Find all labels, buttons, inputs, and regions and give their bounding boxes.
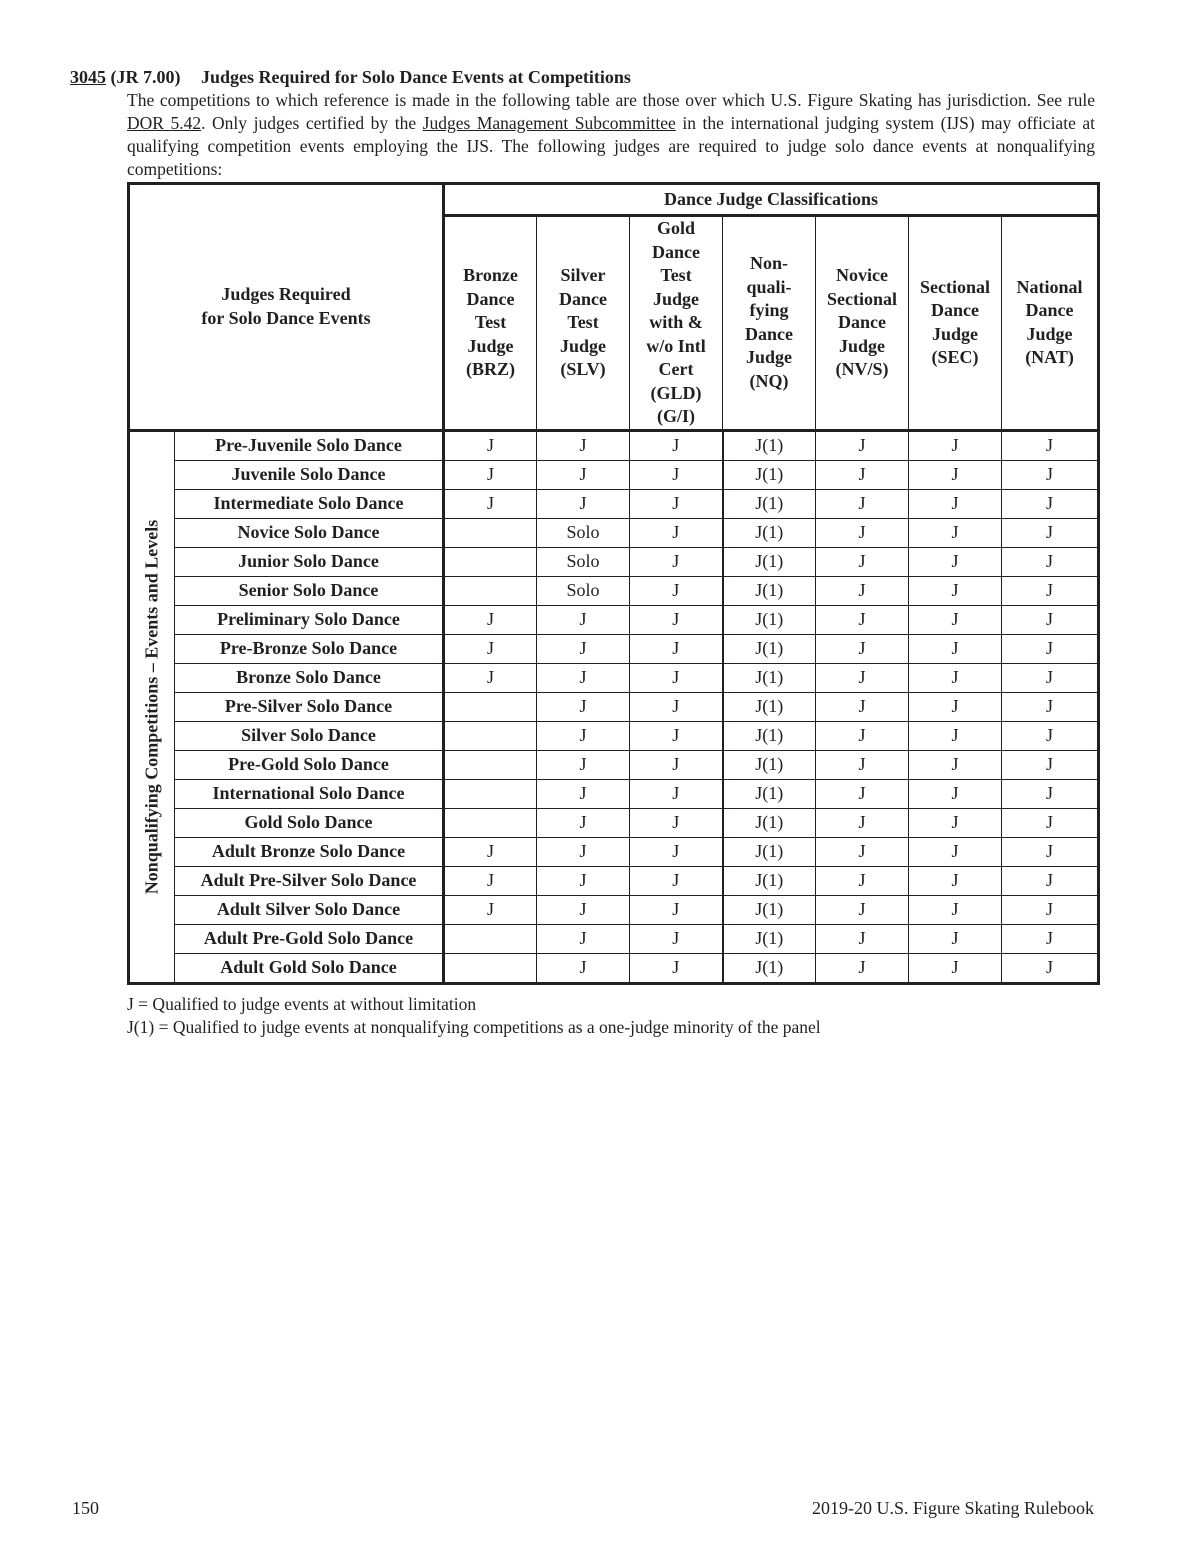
judge-cell: Solo	[537, 576, 630, 605]
table-row	[129, 924, 1099, 953]
column-header-line: Novice	[836, 265, 888, 285]
judge-cell	[444, 953, 537, 983]
judge-cell: J	[1002, 489, 1099, 518]
judge-cell: J(1)	[723, 750, 816, 779]
judge-cell: J	[816, 605, 909, 634]
column-header-line: Silver	[560, 265, 606, 285]
column-header-line: (NAT)	[1025, 347, 1074, 368]
column-header	[909, 216, 1002, 431]
judge-cell: J(1)	[723, 924, 816, 953]
event-name: Gold Solo Dance	[175, 808, 444, 837]
judge-cell: J	[1002, 750, 1099, 779]
judge-cell: J	[444, 866, 537, 895]
judge-cell: J	[816, 576, 909, 605]
book-title: 2019-20 U.S. Figure Skating Rulebook	[812, 1498, 1094, 1518]
table-row	[129, 663, 1099, 692]
event-name: Adult Pre-Gold Solo Dance	[175, 924, 444, 953]
judge-cell: J	[630, 837, 723, 866]
column-header-line: with &	[649, 312, 703, 332]
judge-cell: J	[630, 750, 723, 779]
column-header-line: Judge	[560, 335, 607, 356]
column-header-line: Test	[474, 312, 507, 332]
judge-cell: J	[630, 895, 723, 924]
judge-cell: J	[816, 547, 909, 576]
judge-cell: J	[816, 808, 909, 837]
column-header	[444, 216, 537, 431]
judge-cell: J	[909, 837, 1002, 866]
judge-cell: J	[537, 460, 630, 489]
judge-cell: J	[1002, 518, 1099, 547]
judge-cell: J(1)	[723, 692, 816, 721]
judge-cell: J	[909, 663, 1002, 692]
judge-cell: J	[444, 489, 537, 518]
judge-cell: J	[537, 430, 630, 460]
judge-cell: J(1)	[723, 808, 816, 837]
judge-cell: J	[537, 634, 630, 663]
side-label: Nonqualifying Competitions – Events and Levels	[141, 519, 162, 894]
judge-cell	[444, 547, 537, 576]
column-header-line: National	[1016, 276, 1083, 297]
event-name: Pre-Juvenile Solo Dance	[175, 430, 444, 460]
column-header-line: Test	[660, 265, 692, 285]
column-header-line: Dance	[466, 288, 515, 309]
event-name: Adult Pre-Silver Solo Dance	[175, 866, 444, 895]
column-header-line: Judge	[653, 288, 700, 309]
intro-paragraph	[127, 89, 1095, 181]
judge-cell: J	[1002, 866, 1099, 895]
judge-cell: J	[909, 489, 1002, 518]
judge-cell: J	[1002, 837, 1099, 866]
column-header-line: Cert	[658, 359, 694, 379]
judge-cell: J	[816, 430, 909, 460]
judge-cell: J	[630, 779, 723, 808]
column-header-line: Judge	[839, 335, 886, 356]
column-header-line: w/o Intl	[646, 335, 706, 356]
judge-cell: J	[537, 750, 630, 779]
rule-ref: (JR 7.00)	[110, 67, 181, 87]
judge-cell: Solo	[537, 547, 630, 576]
judge-cell: J(1)	[723, 547, 816, 576]
event-name: Preliminary Solo Dance	[175, 605, 444, 634]
table-row	[129, 895, 1099, 924]
legend-line: J = Qualified to judge events at without limitation	[127, 994, 477, 1014]
judge-cell: J	[1002, 808, 1099, 837]
event-name: Silver Solo Dance	[175, 721, 444, 750]
rule-number-link[interactable]: 3045	[70, 67, 106, 87]
table-body	[129, 430, 1099, 983]
judge-cell: J	[444, 634, 537, 663]
judge-cell: J	[444, 663, 537, 692]
judge-cell: J	[630, 634, 723, 663]
judge-cell: J	[630, 663, 723, 692]
table-row	[129, 547, 1099, 576]
judge-cell: J(1)	[723, 460, 816, 489]
corner-header	[129, 184, 444, 431]
judge-cell: J	[630, 460, 723, 489]
table-row	[129, 489, 1099, 518]
column-header-line: Sectional	[827, 288, 898, 309]
judge-cell	[444, 924, 537, 953]
judge-cell: J	[1002, 721, 1099, 750]
judge-cell: J	[537, 808, 630, 837]
judge-cell: J	[1002, 605, 1099, 634]
judge-cell: J	[537, 692, 630, 721]
column-header-line: Dance	[1025, 300, 1074, 321]
table-row	[129, 576, 1099, 605]
column-header-line: Judge	[467, 335, 514, 356]
judge-cell: J(1)	[723, 518, 816, 547]
judge-cell: J	[909, 953, 1002, 983]
judge-cell: J	[909, 634, 1002, 663]
judge-cell: J	[816, 750, 909, 779]
judge-cell: J	[909, 605, 1002, 634]
judge-cell: J	[909, 692, 1002, 721]
legend-line: J(1) = Qualified to judge events at nonqualifying competitions as a one-judge minority of the panel	[127, 1016, 821, 1037]
judge-cell: J	[537, 663, 630, 692]
judge-cell: J	[816, 518, 909, 547]
event-name: Adult Silver Solo Dance	[175, 895, 444, 924]
judge-cell: J(1)	[723, 779, 816, 808]
judge-cell: J(1)	[723, 837, 816, 866]
judge-cell: J(1)	[723, 489, 816, 518]
judge-cell: J	[1002, 924, 1099, 953]
judge-cell: J	[1002, 895, 1099, 924]
judge-cell: J	[816, 460, 909, 489]
judge-cell: J	[537, 895, 630, 924]
column-header-line: Bronze	[463, 265, 518, 285]
judge-cell: J	[816, 779, 909, 808]
intro-text: The competitions to which reference is made in the following table are those over which U.S. Figure Skating has jurisdiction. See rule	[127, 90, 1095, 110]
column-header-line: (NV/S)	[835, 359, 889, 379]
judge-cell	[444, 576, 537, 605]
judge-cell: J	[444, 837, 537, 866]
judge-cell: J	[1002, 779, 1099, 808]
table-row	[129, 518, 1099, 547]
corner-header-line: Judges Required	[221, 284, 351, 305]
column-header-line: Judge	[1026, 323, 1073, 344]
column-header	[723, 216, 816, 431]
table-row	[129, 866, 1099, 895]
column-header	[537, 216, 630, 431]
column-header-line: (G/I)	[657, 406, 696, 426]
intro-text: . Only judges certified by the	[201, 113, 423, 133]
column-header-line: (NQ)	[749, 370, 789, 391]
judge-cell: J(1)	[723, 663, 816, 692]
corner-header-line: for Solo Dance Events	[201, 307, 371, 328]
judge-cell: J	[630, 518, 723, 547]
judge-cell: J(1)	[723, 430, 816, 460]
judge-cell: J(1)	[723, 576, 816, 605]
judge-cell: J	[816, 866, 909, 895]
judge-cell: J	[909, 547, 1002, 576]
table-row	[129, 692, 1099, 721]
judge-cell	[444, 721, 537, 750]
table-row	[129, 837, 1099, 866]
column-header-line: (SLV)	[560, 359, 606, 379]
event-name: Bronze Solo Dance	[175, 663, 444, 692]
event-name: Pre-Bronze Solo Dance	[175, 634, 444, 663]
judge-cell: J	[1002, 460, 1099, 489]
judge-cell: J	[816, 634, 909, 663]
rule-title: Judges Required for Solo Dance Events at Competitions	[201, 67, 631, 87]
judge-cell: J	[444, 605, 537, 634]
event-name: Pre-Gold Solo Dance	[175, 750, 444, 779]
judge-cell	[444, 692, 537, 721]
judge-cell: J	[537, 837, 630, 866]
judges-required-table	[127, 182, 1100, 985]
judge-cell: J	[1002, 576, 1099, 605]
judge-cell	[444, 750, 537, 779]
table-row	[129, 460, 1099, 489]
judge-cell: J	[909, 866, 1002, 895]
judge-cell	[444, 808, 537, 837]
table-row	[129, 721, 1099, 750]
table-row	[129, 779, 1099, 808]
column-header-line: Judge	[746, 347, 793, 368]
judge-cell: J	[816, 692, 909, 721]
judge-cell	[444, 779, 537, 808]
column-header-line: Dance	[745, 323, 794, 344]
judge-cell: J	[909, 895, 1002, 924]
judge-cell	[444, 518, 537, 547]
judge-cell: J	[909, 721, 1002, 750]
judge-cell: J	[909, 430, 1002, 460]
column-header-line: (GLD)	[650, 382, 702, 403]
judge-cell: J	[816, 953, 909, 983]
judge-cell: J	[630, 489, 723, 518]
group-header: Dance Judge Classifications	[444, 184, 1099, 216]
judge-cell: J(1)	[723, 634, 816, 663]
column-header-line: Dance	[559, 288, 608, 309]
event-name: Junior Solo Dance	[175, 547, 444, 576]
judge-cell: J	[630, 953, 723, 983]
column-header-line: Dance	[931, 300, 980, 321]
intro-text: in the international judging system (IJS) may officiate at qualifying competition events employing the IJS. The following judges are required to judge solo dance events at nonqualifying competitions:	[127, 113, 1096, 179]
column-header	[816, 216, 909, 431]
table-row	[129, 750, 1099, 779]
side-label-cell	[129, 430, 175, 983]
rule-heading	[70, 66, 1100, 88]
judge-cell: J(1)	[723, 953, 816, 983]
judge-cell: J	[909, 750, 1002, 779]
judge-cell: J	[1002, 634, 1099, 663]
dor-5-42-link[interactable]: DOR 5.42	[127, 113, 202, 133]
event-name: Pre-Silver Solo Dance	[175, 692, 444, 721]
judges-management-subcommittee-link[interactable]: Judges Management Subcommittee	[422, 113, 676, 133]
judge-cell: J	[630, 924, 723, 953]
column-header-line: (BRZ)	[466, 359, 516, 379]
judge-cell: J	[909, 779, 1002, 808]
judge-cell: J	[909, 924, 1002, 953]
column-header	[1002, 216, 1099, 431]
event-name: Adult Bronze Solo Dance	[175, 837, 444, 866]
judge-cell: J	[816, 895, 909, 924]
judge-cell: J	[537, 953, 630, 983]
judge-cell: J	[909, 518, 1002, 547]
column-header-line: Non-	[750, 253, 789, 274]
judge-cell: J	[816, 924, 909, 953]
judge-cell: J	[816, 837, 909, 866]
judge-cell: J	[1002, 663, 1099, 692]
column-header-line: Dance	[652, 241, 701, 262]
judge-cell: J	[630, 547, 723, 576]
legend	[127, 993, 1095, 1038]
table-row	[129, 808, 1099, 837]
event-name: Intermediate Solo Dance	[175, 489, 444, 518]
judge-cell: J	[537, 924, 630, 953]
judge-cell: J	[537, 489, 630, 518]
judge-cell: J	[537, 779, 630, 808]
judge-cell: J(1)	[723, 866, 816, 895]
judge-cell: J	[1002, 953, 1099, 983]
judge-cell: J	[444, 895, 537, 924]
judge-cell: J	[630, 605, 723, 634]
column-header-line: fying	[749, 300, 789, 321]
table-row	[129, 430, 1099, 460]
column-header-line: (SEC)	[931, 347, 979, 368]
judge-cell: J	[630, 721, 723, 750]
column-header-line: quali-	[746, 276, 792, 297]
column-header-line: Sectional	[920, 276, 991, 297]
judge-cell: J	[630, 576, 723, 605]
column-header-line: Test	[567, 312, 599, 332]
judge-cell: J	[909, 460, 1002, 489]
judge-cell: J(1)	[723, 895, 816, 924]
judge-cell: J	[816, 721, 909, 750]
table-row	[129, 634, 1099, 663]
judge-cell: J	[816, 663, 909, 692]
judge-cell: J	[909, 576, 1002, 605]
judge-cell: J	[630, 692, 723, 721]
judge-cell: J	[1002, 547, 1099, 576]
judge-cell: J	[444, 460, 537, 489]
judge-cell: J	[816, 489, 909, 518]
judge-cell: Solo	[537, 518, 630, 547]
judge-cell: J	[444, 430, 537, 460]
event-name: Novice Solo Dance	[175, 518, 444, 547]
page-number: 150	[72, 1498, 99, 1518]
judge-cell: J	[537, 866, 630, 895]
column-header-line: Judge	[932, 323, 979, 344]
column-header-line: Dance	[838, 312, 887, 332]
column-header	[630, 216, 723, 431]
table-row	[129, 953, 1099, 983]
judge-cell: J(1)	[723, 721, 816, 750]
event-name: Juvenile Solo Dance	[175, 460, 444, 489]
table-row	[129, 605, 1099, 634]
judge-cell: J	[537, 721, 630, 750]
judge-cell: J	[630, 430, 723, 460]
event-name: Senior Solo Dance	[175, 576, 444, 605]
judge-cell: J	[630, 866, 723, 895]
judge-cell: J	[630, 808, 723, 837]
judge-cell: J	[909, 808, 1002, 837]
judge-cell: J	[1002, 430, 1099, 460]
judge-cell: J(1)	[723, 605, 816, 634]
event-name: Adult Gold Solo Dance	[175, 953, 444, 983]
column-header-line: Gold	[657, 218, 696, 238]
event-name: International Solo Dance	[175, 779, 444, 808]
judge-cell: J	[1002, 692, 1099, 721]
judge-cell: J	[537, 605, 630, 634]
